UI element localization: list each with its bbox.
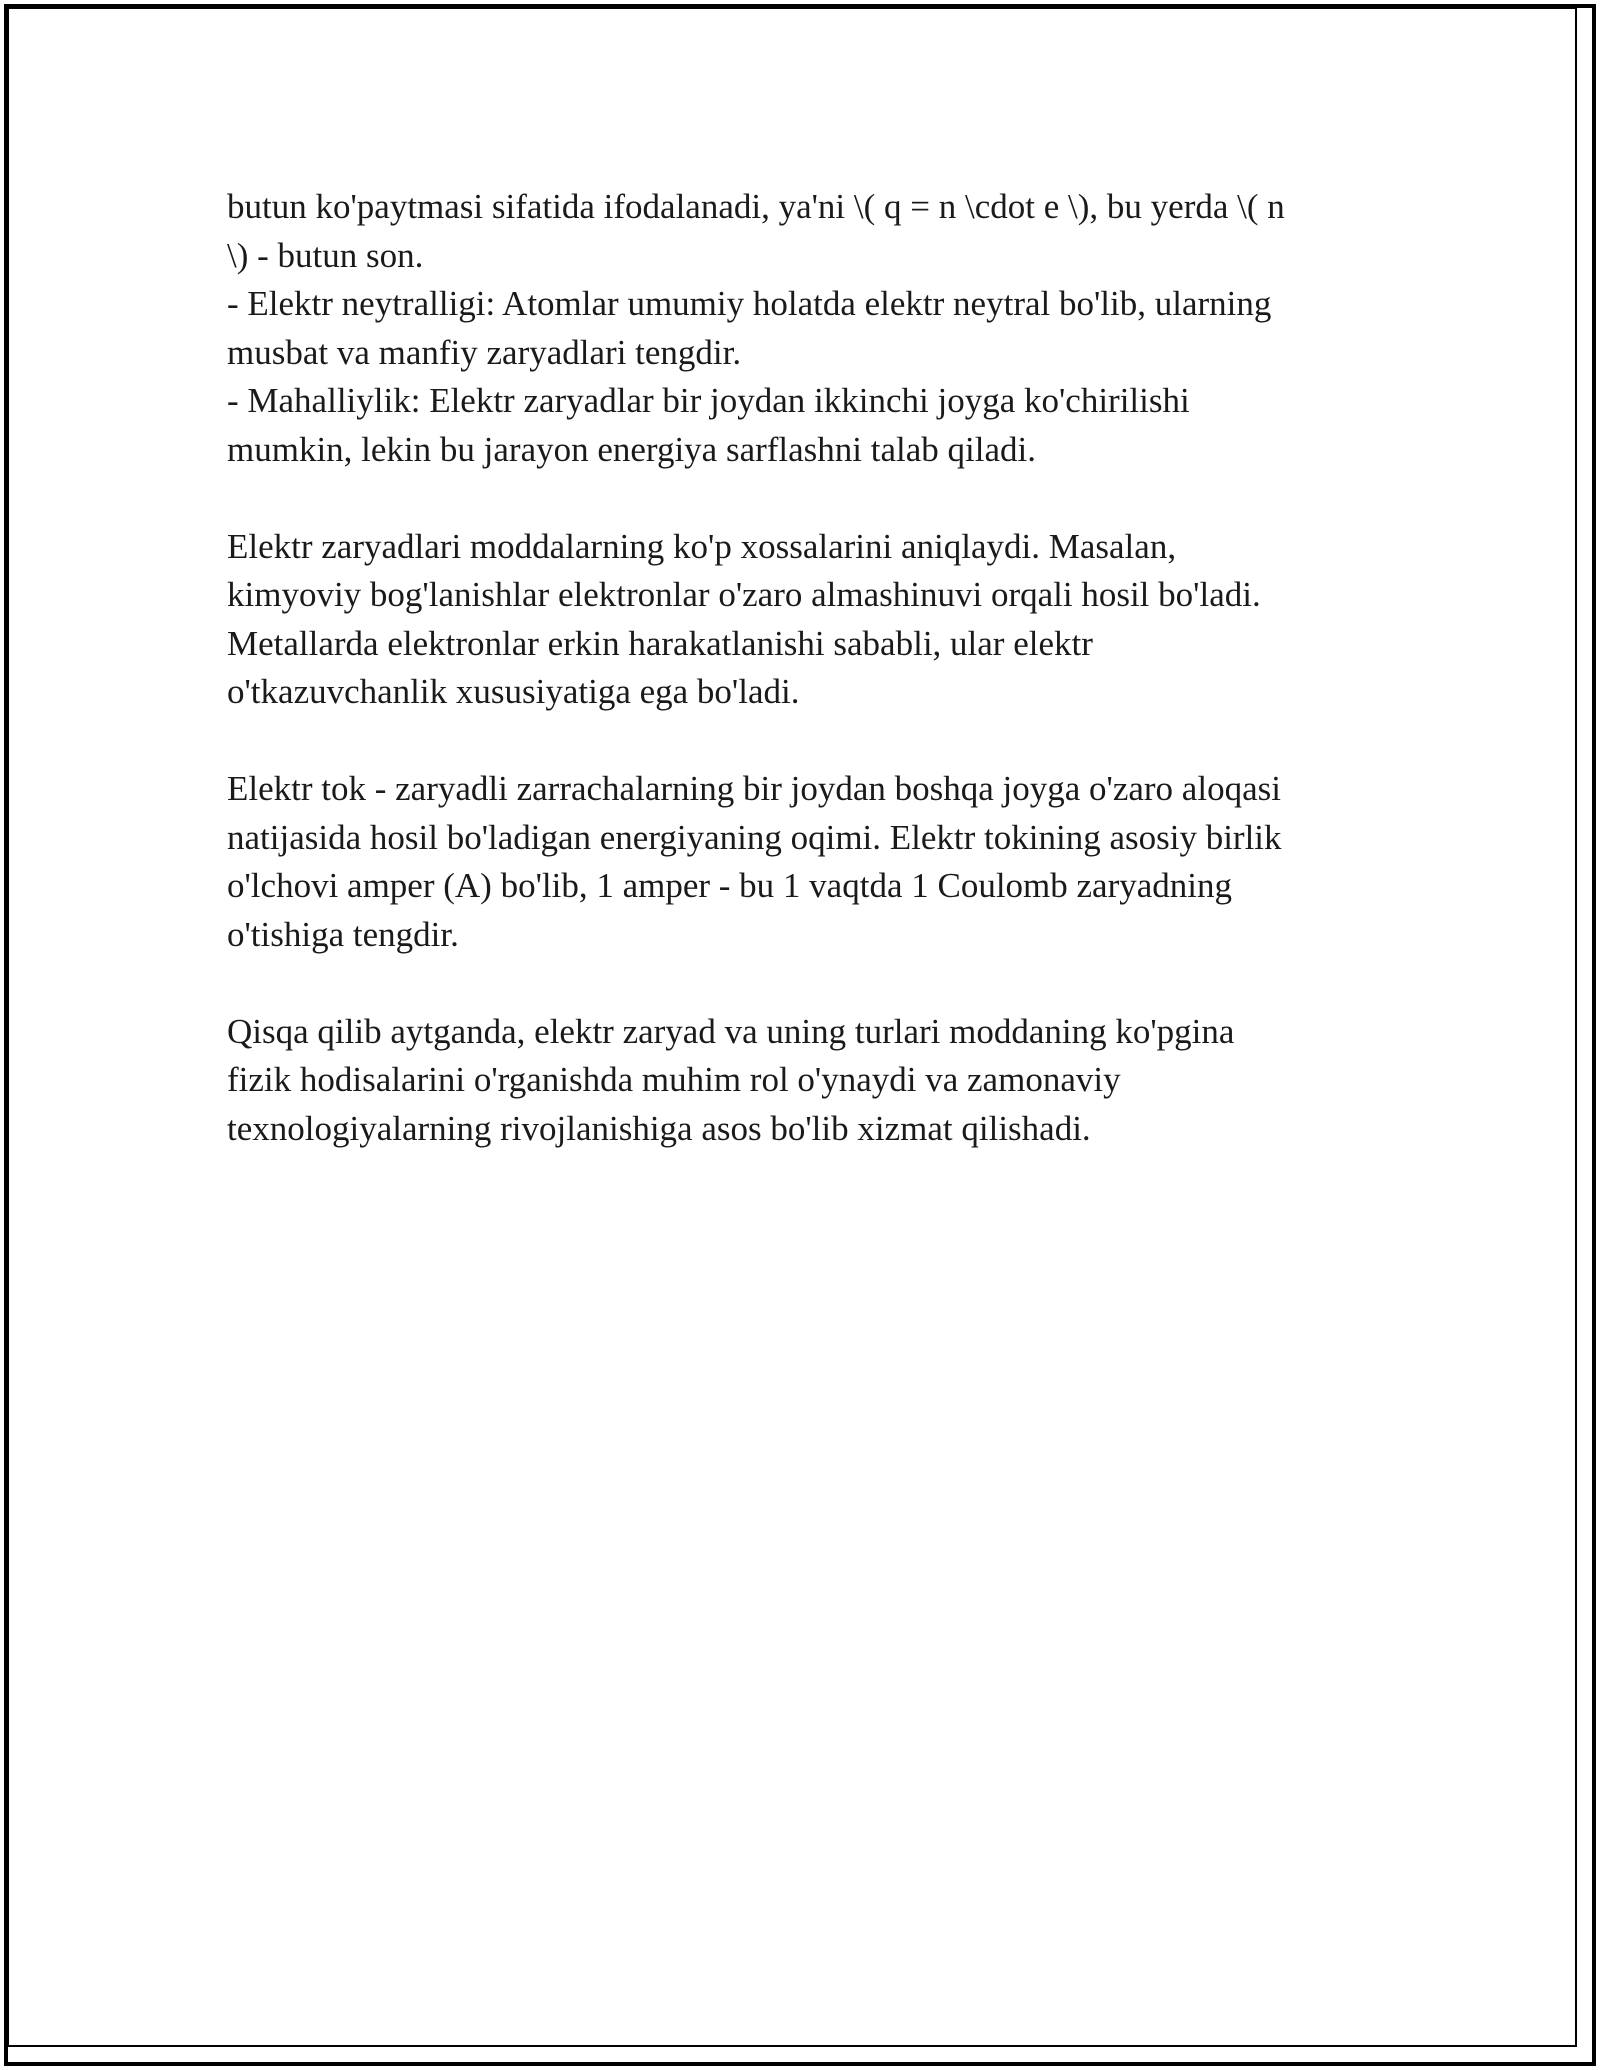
text-line: kimyoviy bog'lanishlar elektronlar o'zaro almashinuvi orqali hosil bo'ladi. [227,575,1261,614]
document-body [227,183,1357,1153]
text-line: Elektr tok - zaryadli zarrachalarning bir joydan boshqa joyga o'zaro aloqasi [227,769,1281,808]
text-line: musbat va manfiy zaryadlari tengdir. [227,332,742,372]
text-line: natijasida hosil bo'ladigan energiyaning oqimi. Elektr tokining asosiy birlik [227,817,1282,857]
paragraph-material-properties [227,523,1357,717]
text-line: o'lchovi amper (A) bo'lib, 1 amper - bu 1 vaqtda 1 Coulomb zaryadning [227,866,1233,905]
text-line: - Elektr neytralligi: Atomlar umumiy holatda elektr neytral bo'lib, ularning [227,284,1272,323]
text-line: texnologiyalarning rivojlanishiga asos bo'lib xizmat qilishadi. [227,1108,1091,1148]
text-line: fizik hodisalarini o'rganishda muhim rol o'ynaydi va zamonaviy [227,1060,1121,1099]
paragraph-conclusion [227,1008,1357,1154]
text-line: o'tkazuvchanlik xususiyatiga ega bo'ladi. [227,672,800,711]
text-line: \) - butun son. [227,235,424,275]
text-line: o'tishiga tengdir. [227,914,459,954]
text-line: - Mahalliylik: Elektr zaryadlar bir joydan ikkinchi joyga ko'chirilishi [227,381,1190,420]
text-line: Qisqa qilib aytganda, elektr zaryad va uning turlari moddaning ko'pgina [227,1011,1235,1051]
paragraph-electric-current [227,765,1357,959]
text-line: Elektr zaryadlari moddalarning ko'p xossalarini aniqlaydi. Masalan, [227,526,1177,566]
text-line: Metallarda elektronlar erkin harakatlanishi sababli, ular elektr [227,623,1093,663]
paragraph-charge-properties [227,183,1357,474]
text-line: mumkin, lekin bu jarayon energiya sarflashni talab qiladi. [227,429,1036,469]
text-line: butun ko'paytmasi sifatida ifodalanadi, ya'ni \( q = n \cdot e \), bu yerda \( n [227,187,1285,226]
